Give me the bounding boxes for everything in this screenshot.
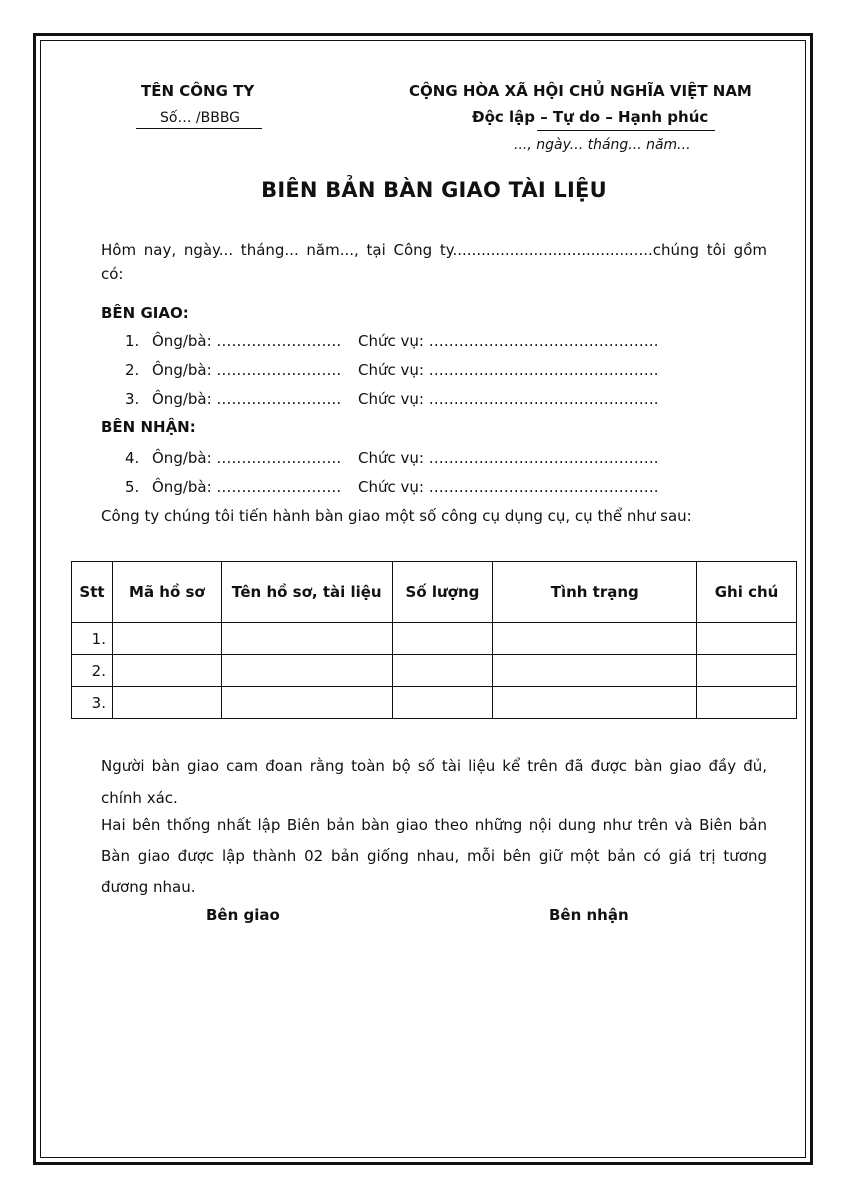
column-header-ghi-chu: Ghi chú xyxy=(697,562,797,623)
table-cell xyxy=(697,687,797,719)
giver-row-2-role: Chức vụ: ………………………………………. xyxy=(358,361,659,379)
agreement-paragraph: Hai bên thống nhất lập Biên bản bàn giao theo những nội dung như trên và Biên bản Bàn giao được lập thành 02 bản giống nhau, mỗi bên giữ một bản có giá trị tương đương nhau. xyxy=(101,816,767,896)
column-header-stt: Stt xyxy=(72,562,113,623)
row-number: 3. xyxy=(72,687,113,719)
table-cell xyxy=(493,687,697,719)
table-cell xyxy=(392,655,493,687)
receiver-row-4-name: Ông/bà: ……………………. xyxy=(152,449,342,467)
table-cell xyxy=(112,623,221,655)
number-underline xyxy=(136,128,262,129)
company-name: TÊN CÔNG TY xyxy=(141,82,255,100)
receiver-row-5-name: Ông/bà: ……………………. xyxy=(152,478,342,496)
giver-heading: BÊN GIAO: xyxy=(101,304,189,322)
receiver-heading: BÊN NHẬN: xyxy=(101,418,196,436)
documents-table xyxy=(71,561,797,719)
giver-row-1-num: 1. xyxy=(125,332,140,350)
giver-row-3-num: 3. xyxy=(125,390,140,408)
receiver-signature-label: Bên nhận xyxy=(549,906,629,924)
column-header-so-luong: Số lượng xyxy=(392,562,493,623)
giver-row-1-role: Chức vụ: ………………………………………. xyxy=(358,332,659,350)
document-date: ..., ngày... tháng... năm... xyxy=(514,137,691,153)
column-header-ten-ho-so: Tên hồ sơ, tài liệu xyxy=(221,562,392,623)
table-cell xyxy=(493,655,697,687)
giver-row-2-name: Ông/bà: ……………………. xyxy=(152,361,342,379)
receiver-row-4-role: Chức vụ: ………………………………………. xyxy=(358,449,659,467)
handover-line: Công ty chúng tôi tiến hành bàn giao một số công cụ dụng cụ, cụ thể như sau: xyxy=(101,507,692,525)
table-cell xyxy=(493,623,697,655)
giver-row-3-name: Ông/bà: ……………………. xyxy=(152,390,342,408)
giver-row-1-name: Ông/bà: ……………………. xyxy=(152,332,342,350)
column-header-tinh-trang: Tình trạng xyxy=(493,562,697,623)
document-number: Số… /BBBG xyxy=(160,110,241,126)
table-cell xyxy=(392,623,493,655)
commitment-paragraph: Người bàn giao cam đoan rằng toàn bộ số tài liệu kể trên đã được bàn giao đầy đủ, chính xác. xyxy=(101,757,767,807)
table-cell xyxy=(112,655,221,687)
table-cell xyxy=(112,687,221,719)
table-row xyxy=(72,655,797,687)
giver-row-2-num: 2. xyxy=(125,361,140,379)
receiver-row-4-num: 4. xyxy=(125,449,140,467)
intro-paragraph: Hôm nay, ngày... tháng... năm..., tại Công ty..........................................chúng tôi gồm có: xyxy=(101,241,767,283)
table-header-row xyxy=(72,562,797,623)
table-cell xyxy=(221,623,392,655)
receiver-row-5-num: 5. xyxy=(125,478,140,496)
table-row xyxy=(72,687,797,719)
column-header-ma-ho-so: Mã hồ sơ xyxy=(112,562,221,623)
document-title: BIÊN BẢN BÀN GIAO TÀI LIỆU xyxy=(261,178,607,202)
table-cell xyxy=(221,655,392,687)
row-number: 1. xyxy=(72,623,113,655)
nation-title: CỘNG HÒA XÃ HỘI CHỦ NGHĨA VIỆT NAM xyxy=(409,82,752,100)
receiver-row-5-role: Chức vụ: ………………………………………. xyxy=(358,478,659,496)
motto: Độc lập – Tự do – Hạnh phúc xyxy=(472,108,709,126)
giver-signature-label: Bên giao xyxy=(206,906,280,924)
table-cell xyxy=(392,687,493,719)
row-number: 2. xyxy=(72,655,113,687)
table-row xyxy=(72,623,797,655)
table-cell xyxy=(221,687,392,719)
table-cell xyxy=(697,623,797,655)
motto-underline xyxy=(537,130,715,131)
table-cell xyxy=(697,655,797,687)
giver-row-3-role: Chức vụ: ………………………………………. xyxy=(358,390,659,408)
